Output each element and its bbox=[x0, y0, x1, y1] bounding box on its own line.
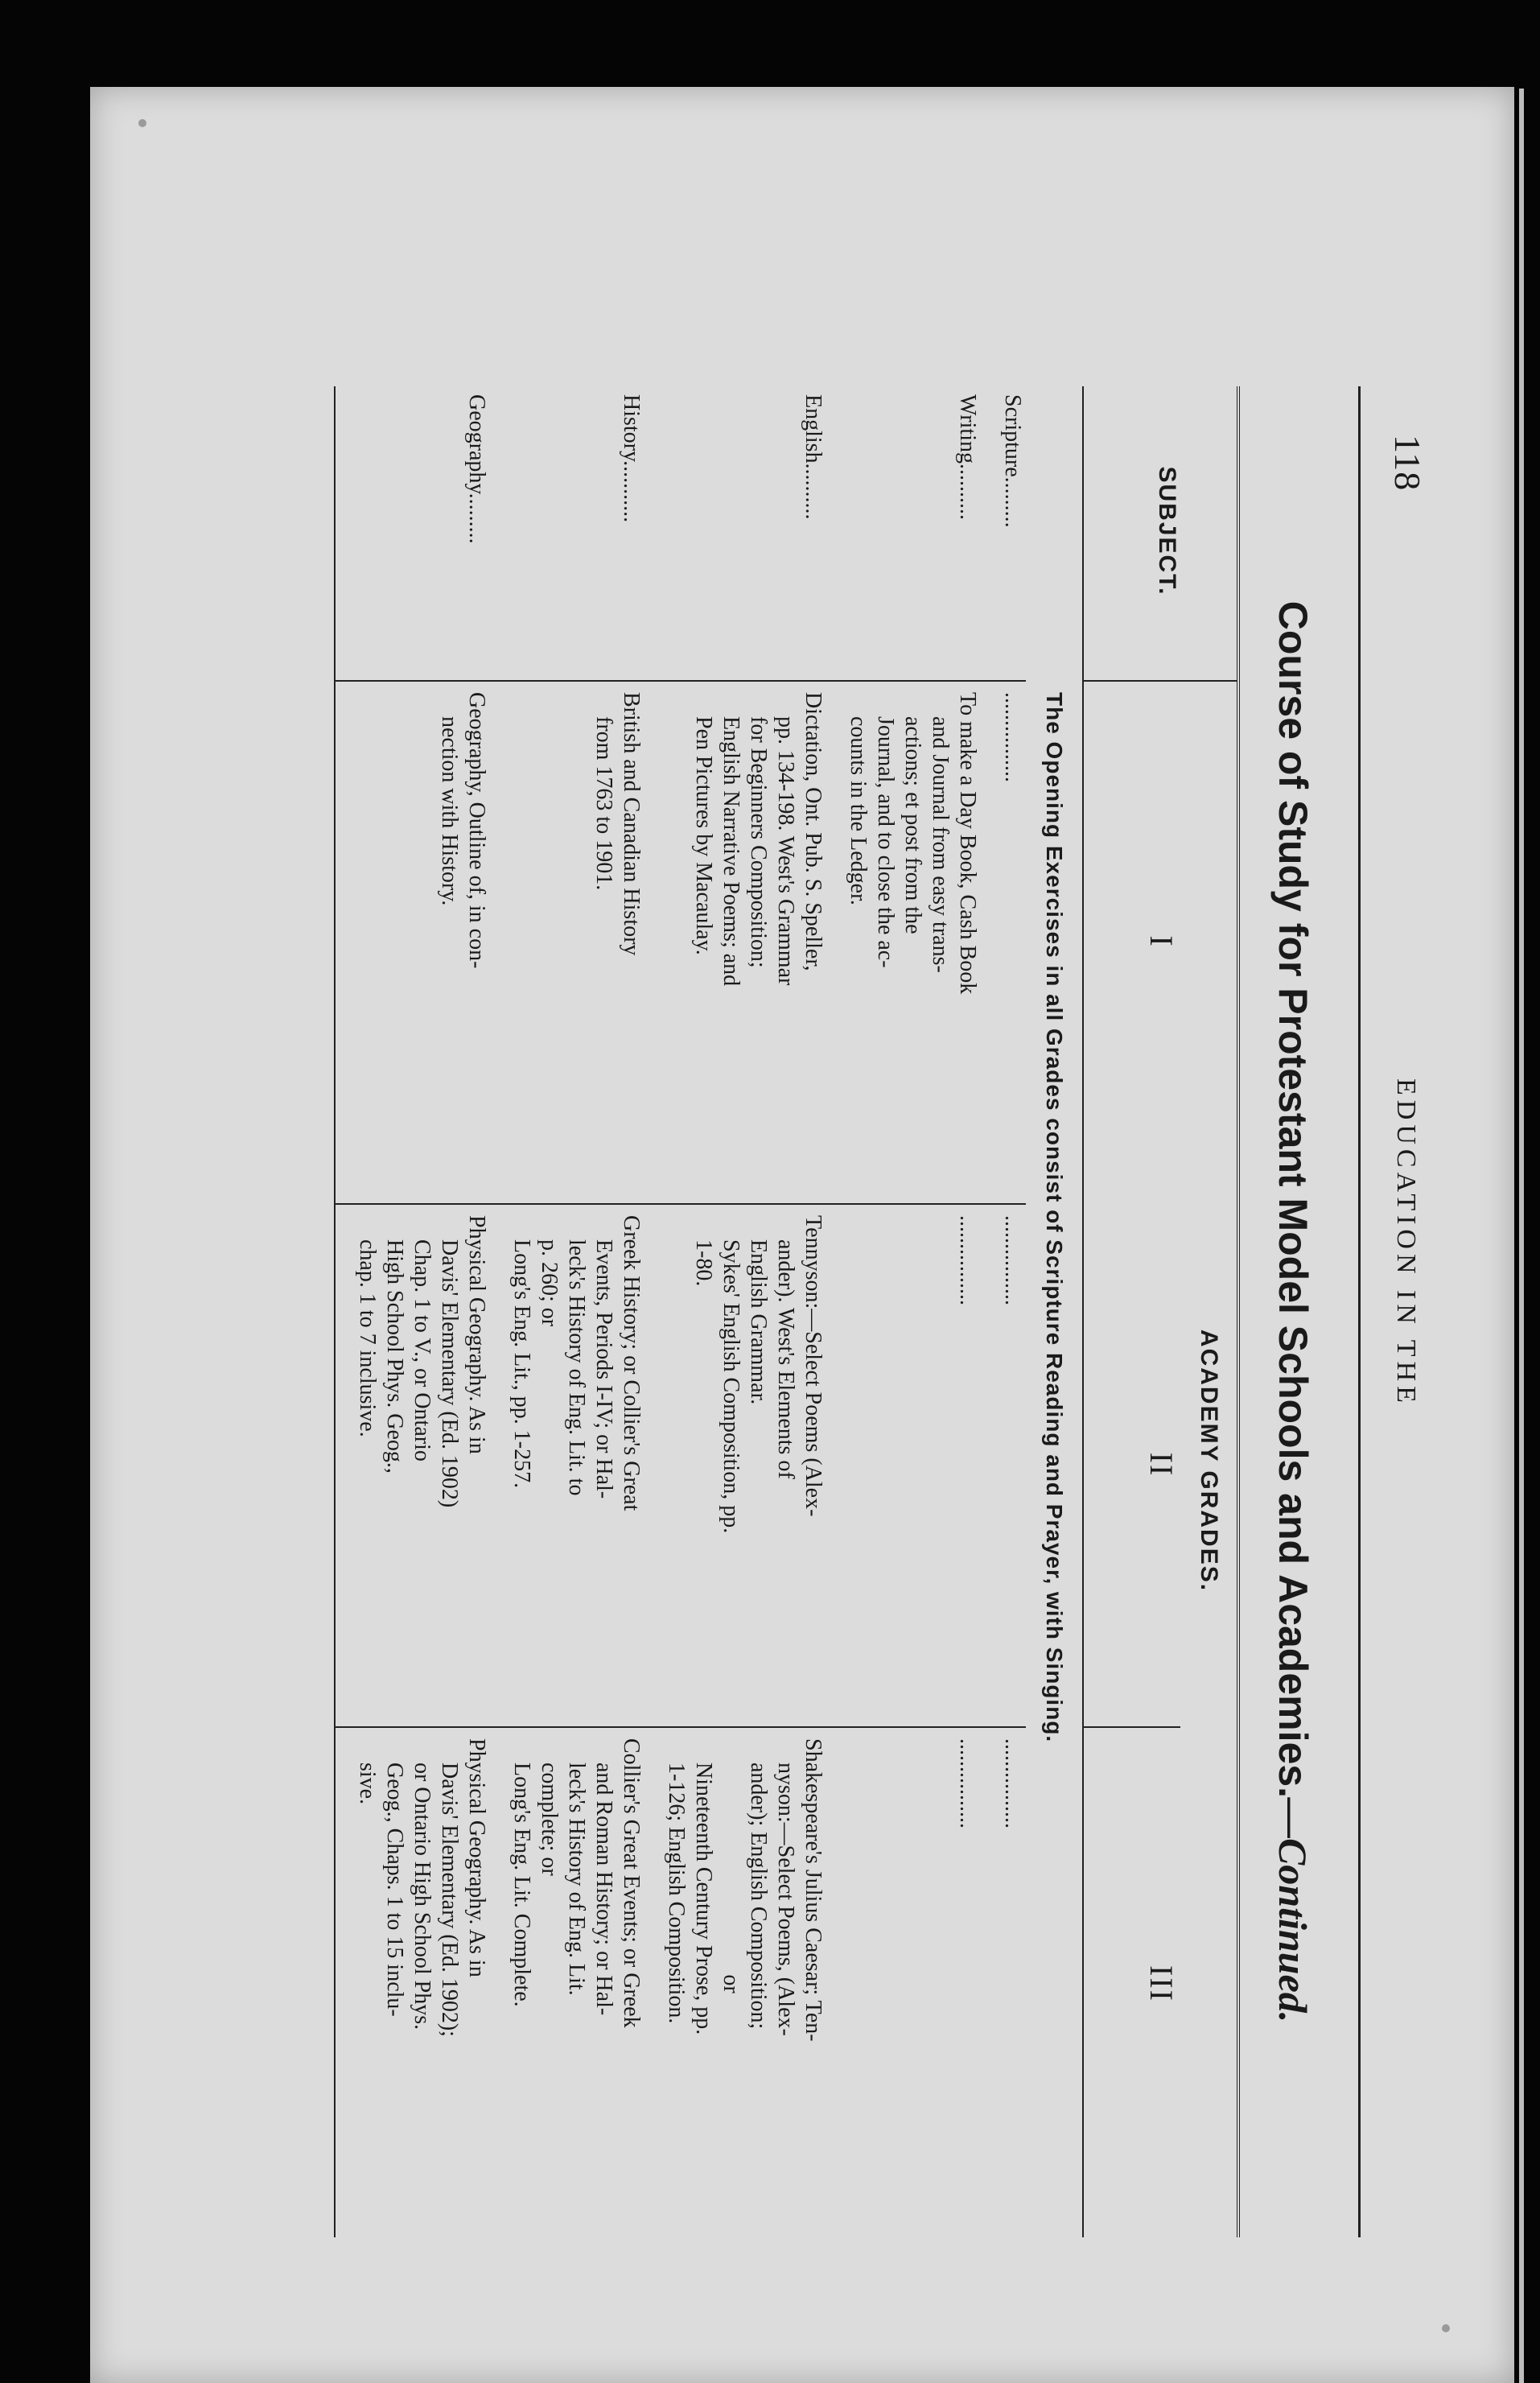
cell-line: complete; or bbox=[537, 1763, 562, 1876]
running-head bbox=[1381, 386, 1429, 2237]
table-title-continued: —Continued. bbox=[1270, 1798, 1316, 2023]
cell-line: p. 260; or bbox=[537, 1239, 562, 1327]
cell-line: nyson:—Select Poems, (Alex- bbox=[773, 1763, 798, 2036]
cell-line: leck's History of Eng. Lit. bbox=[564, 1763, 589, 1996]
subject-cell: English.......... bbox=[801, 394, 826, 520]
column-divider bbox=[490, 1203, 644, 1205]
cell-line: or bbox=[719, 1974, 743, 1993]
table-title-text: Course of Study for Protestant Model Schools and Academies. bbox=[1270, 600, 1316, 1799]
table-row bbox=[981, 386, 1026, 2237]
cell-line: counts in the Ledger. bbox=[846, 716, 871, 905]
grade-3-cell bbox=[353, 1738, 490, 2229]
grade-2-cell bbox=[353, 1215, 490, 1714]
cell-line: or Ontario High School Phys. bbox=[410, 1763, 434, 2030]
column-divider bbox=[826, 1203, 981, 1205]
column-divider bbox=[981, 1726, 1026, 1728]
column-divider bbox=[336, 1203, 490, 1205]
cell-line: Long's Eng. Lit. Complete. bbox=[509, 1763, 534, 2007]
subject-cell: History........... bbox=[619, 394, 644, 523]
cell-line: Geography, Outline of, in con- bbox=[464, 692, 489, 969]
cell-line: Dictation, Ont. Pub. S. Speller, bbox=[801, 692, 826, 971]
cell-line: ander); English Composition; bbox=[746, 1763, 771, 2030]
cell-line: chap. 1 to 7 inclusive. bbox=[355, 1239, 380, 1437]
cell-line: pp. 134-198. West's Grammar bbox=[773, 716, 798, 986]
column-divider bbox=[826, 680, 981, 682]
table-title bbox=[1270, 386, 1316, 2237]
header-grade-2: II bbox=[1143, 1452, 1180, 1478]
grade-1-cell bbox=[690, 692, 826, 1191]
table-row bbox=[490, 386, 644, 2237]
cell-line: Chap. 1 to V., or Ontario bbox=[410, 1239, 434, 1462]
grade-1-cell bbox=[435, 692, 490, 1191]
cell-line: ................ bbox=[1000, 1215, 1025, 1305]
column-divider bbox=[981, 1203, 1026, 1205]
cell-line: Nineteenth Century Prose, pp. bbox=[691, 1763, 716, 2035]
cell-line: High School Phys. Geog., bbox=[382, 1239, 407, 1474]
column-divider bbox=[336, 1726, 490, 1728]
subject-cell: Scripture......... bbox=[1000, 394, 1025, 528]
column-divider bbox=[826, 1726, 981, 1728]
opening-exercises-row: The Opening Exercises in all Grades consist of Scripture Reading and Prayer, with Singing. bbox=[1042, 692, 1067, 1743]
table-row bbox=[826, 386, 981, 2237]
page-edge bbox=[1519, 89, 1524, 2383]
cell-line: ................ bbox=[955, 1738, 980, 1828]
grade-3-cell bbox=[508, 1738, 644, 2229]
grade-3-cell bbox=[662, 1738, 826, 2229]
cell-line: Physical Geography. As in bbox=[464, 1738, 489, 1977]
grade-3-cell bbox=[953, 1738, 981, 2229]
grade-3-cell bbox=[999, 1738, 1026, 2229]
grade-2-cell bbox=[999, 1215, 1026, 1714]
page-number: 118 bbox=[1387, 435, 1428, 492]
column-divider bbox=[644, 680, 826, 682]
cell-line: English Narrative Poems; and bbox=[719, 716, 743, 987]
cell-line: Geog., Chaps. 1 to 15 inclu- bbox=[382, 1763, 407, 2017]
column-divider bbox=[336, 680, 490, 682]
grade-1-cell bbox=[999, 692, 1026, 1191]
cell-line: sive. bbox=[355, 1763, 380, 1805]
cell-line: ................ bbox=[955, 1215, 980, 1305]
grade-2-cell bbox=[953, 1215, 981, 1714]
header-grade-3: III bbox=[1143, 1965, 1180, 2002]
subject-cell: Geography......... bbox=[464, 394, 489, 544]
cell-line: Shakespeare's Julius Caesar; Ten- bbox=[801, 1738, 826, 2042]
cell-line: Long's Eng. Lit., pp. 1-257. bbox=[509, 1239, 534, 1489]
table-header-row bbox=[1082, 386, 1237, 2237]
cell-line: ................ bbox=[1000, 692, 1025, 782]
cell-line: Greek History; or Collier's Great bbox=[619, 1215, 644, 1511]
column-divider bbox=[644, 1203, 826, 1205]
cell-line: Collier's Great Events; or Greek bbox=[619, 1738, 644, 2028]
cell-line: English Grammar. bbox=[746, 1239, 771, 1405]
table-row bbox=[336, 386, 490, 2237]
column-divider bbox=[1084, 680, 1237, 682]
cell-line: Sykes' English Composition, pp. bbox=[719, 1239, 743, 1534]
cell-line: and Journal from easy trans- bbox=[928, 716, 953, 973]
cell-line: Davis' Elementary (Ed. 1902); bbox=[437, 1763, 462, 2037]
cell-line: 1-126; English Composition. bbox=[664, 1763, 689, 2024]
course-table bbox=[334, 386, 1240, 2237]
rotated-content bbox=[69, 386, 1453, 2237]
cell-line: To make a Day Book, Cash Book bbox=[955, 692, 980, 995]
column-divider bbox=[490, 680, 644, 682]
running-title: EDUCATION IN THE bbox=[1391, 1078, 1421, 1408]
cell-line: Physical Geography. As in bbox=[464, 1215, 489, 1454]
subject-cell: Writing.......... bbox=[955, 394, 980, 520]
cell-line: ander). West's Elements of bbox=[773, 1239, 798, 1479]
grade-2-cell bbox=[508, 1215, 644, 1714]
table-body bbox=[336, 386, 1026, 2237]
column-divider bbox=[1084, 1726, 1180, 1728]
column-divider bbox=[490, 1726, 644, 1728]
cell-line: Tennyson:—Select Poems (Alex- bbox=[801, 1215, 826, 1517]
cell-line: and Roman History; or Hal- bbox=[591, 1763, 616, 2016]
header-subject: SUBJECT. bbox=[1154, 466, 1180, 596]
cell-line: 1-80. bbox=[691, 1239, 716, 1287]
cell-line: leck's History of Eng. Lit. to bbox=[564, 1239, 589, 1496]
page-speck bbox=[138, 119, 146, 127]
header-academy-grades: ACADEMY GRADES. bbox=[1196, 1329, 1222, 1593]
header-rule bbox=[1358, 386, 1361, 2237]
cell-line: nection with History. bbox=[437, 716, 462, 906]
cell-line: actions; et post from the bbox=[900, 716, 925, 934]
course-table-section bbox=[89, 386, 1344, 2237]
column-divider bbox=[644, 1726, 826, 1728]
column-divider bbox=[981, 680, 1026, 682]
cell-line: for Beginners Composition; bbox=[746, 716, 771, 968]
cell-line: Davis' Elementary (Ed. 1902) bbox=[437, 1239, 462, 1508]
cell-line: from 1763 to 1901. bbox=[591, 716, 616, 891]
table-row bbox=[644, 386, 826, 2237]
cell-line: ................ bbox=[1000, 1738, 1025, 1828]
grade-1-cell bbox=[844, 692, 981, 1191]
cell-line: British and Canadian History bbox=[619, 692, 644, 956]
grade-2-cell bbox=[690, 1215, 826, 1714]
cell-line: Events, Periods I-IV; or Hal- bbox=[591, 1239, 616, 1499]
page-speck bbox=[1442, 2324, 1450, 2332]
grade-1-cell bbox=[590, 692, 644, 1191]
header-grade-1: I bbox=[1143, 935, 1180, 948]
cell-line: Pen Pictures by Macaulay. bbox=[691, 716, 716, 955]
cell-line: Journal, and to close the ac- bbox=[873, 716, 898, 968]
